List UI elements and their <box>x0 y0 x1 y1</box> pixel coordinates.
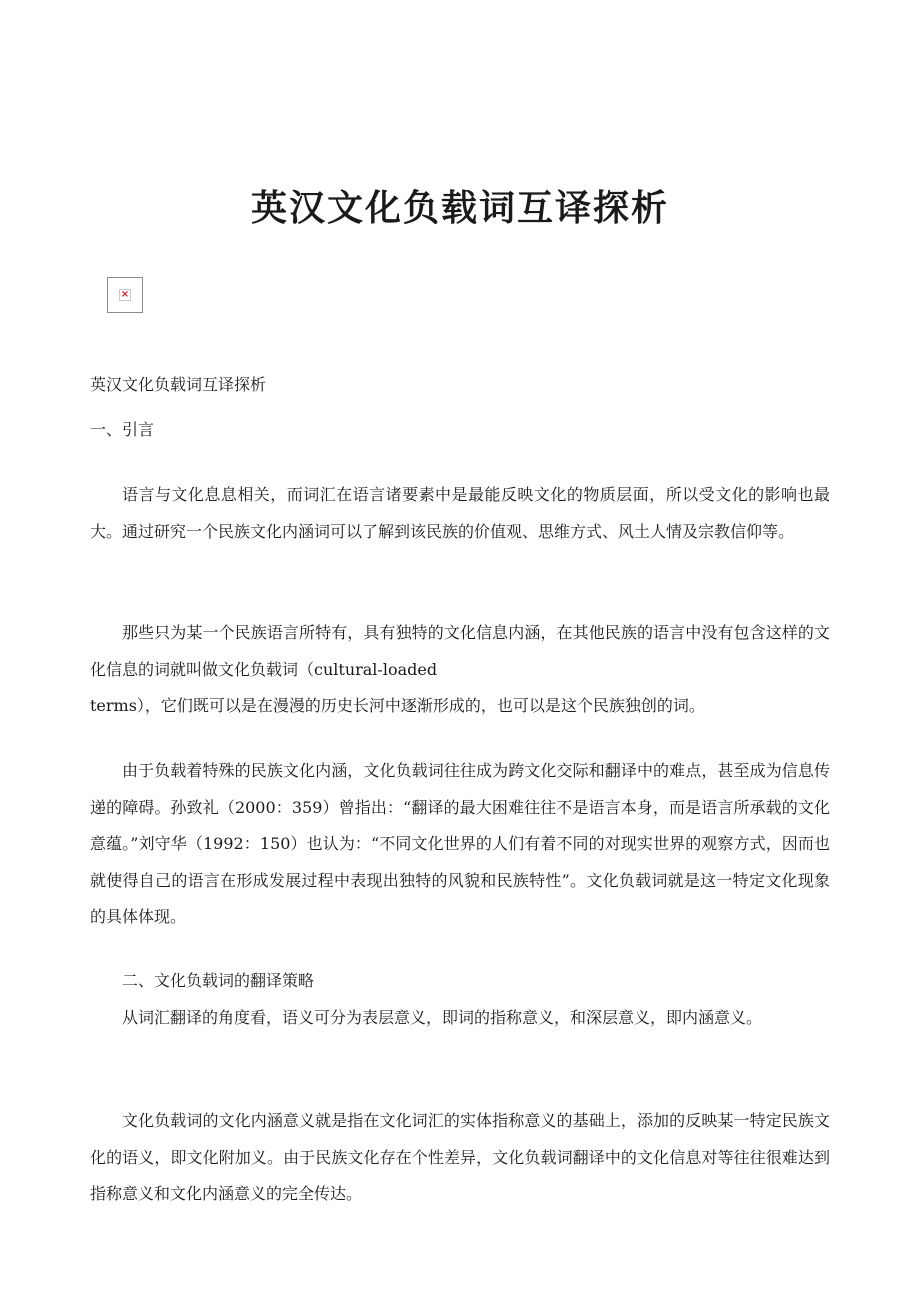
paragraph-5: 文化负载词的文化内涵意义就是指在文化词汇的实体指称意义的基础上，添加的反映某一特定民族文化的语义，即文化附加义。由于民族文化存在个性差异，文化负载词翻译中的文化信息对等往往很难达到指称意义和文化内涵意义的完全传达。 <box>90 1111 830 1203</box>
paragraph-1: 语言与文化息息相关，而词汇在语言诸要素中是最能反映文化的物质层面，所以受文化的影响也最大。通过研究一个民族文化内涵词可以了解到该民族的价值观、思维方式、风土人情及宗教信仰等。 <box>90 485 830 541</box>
section-heading-strategies: 二、文化负载词的翻译策略 <box>122 971 315 990</box>
paragraph-2-continuation: terms），它们既可以是在漫漫的历史长河中逐渐形成的，也可以是这个民族独创的词。 <box>90 696 705 715</box>
broken-image-icon: × <box>120 289 130 300</box>
paragraph-4: 从词汇翻译的角度看，语义可分为表层意义，即词的指称意义，和深层意义，即内涵意义。 <box>122 1008 763 1027</box>
document-title: 英汉文化负载词互译探析 <box>250 187 669 229</box>
broken-image <box>107 277 143 313</box>
paragraph-3: 由于负载着特殊的民族文化内涵，文化负载词往往成为跨文化交际和翻译中的难点，甚至成为信息传递的障碍。孙致礼（2000：359）曾指出：“翻译的最大困难往往不是语言本身，而是语言所承载的文化意蕴。”刘守华（1992：150）也认为：“不同文化世界的人们有着不同的对现实世界的观察方式，因而也就使得自己的语言在形成发展过程中表现出独特的风貌和民族特性”。文化负载词就是这一特定文化现象的具体体现。 <box>90 761 830 926</box>
paragraph-2: 那些只为某一个民族语言所特有，具有独特的文化信息内涵，在其他民族的语言中没有包含这样的文化信息的词就叫做文化负载词（cultural-loaded <box>90 623 830 679</box>
subtitle: 英汉文化负载词互译探析 <box>90 375 267 394</box>
section-heading-introduction: 一、引言 <box>90 420 155 439</box>
